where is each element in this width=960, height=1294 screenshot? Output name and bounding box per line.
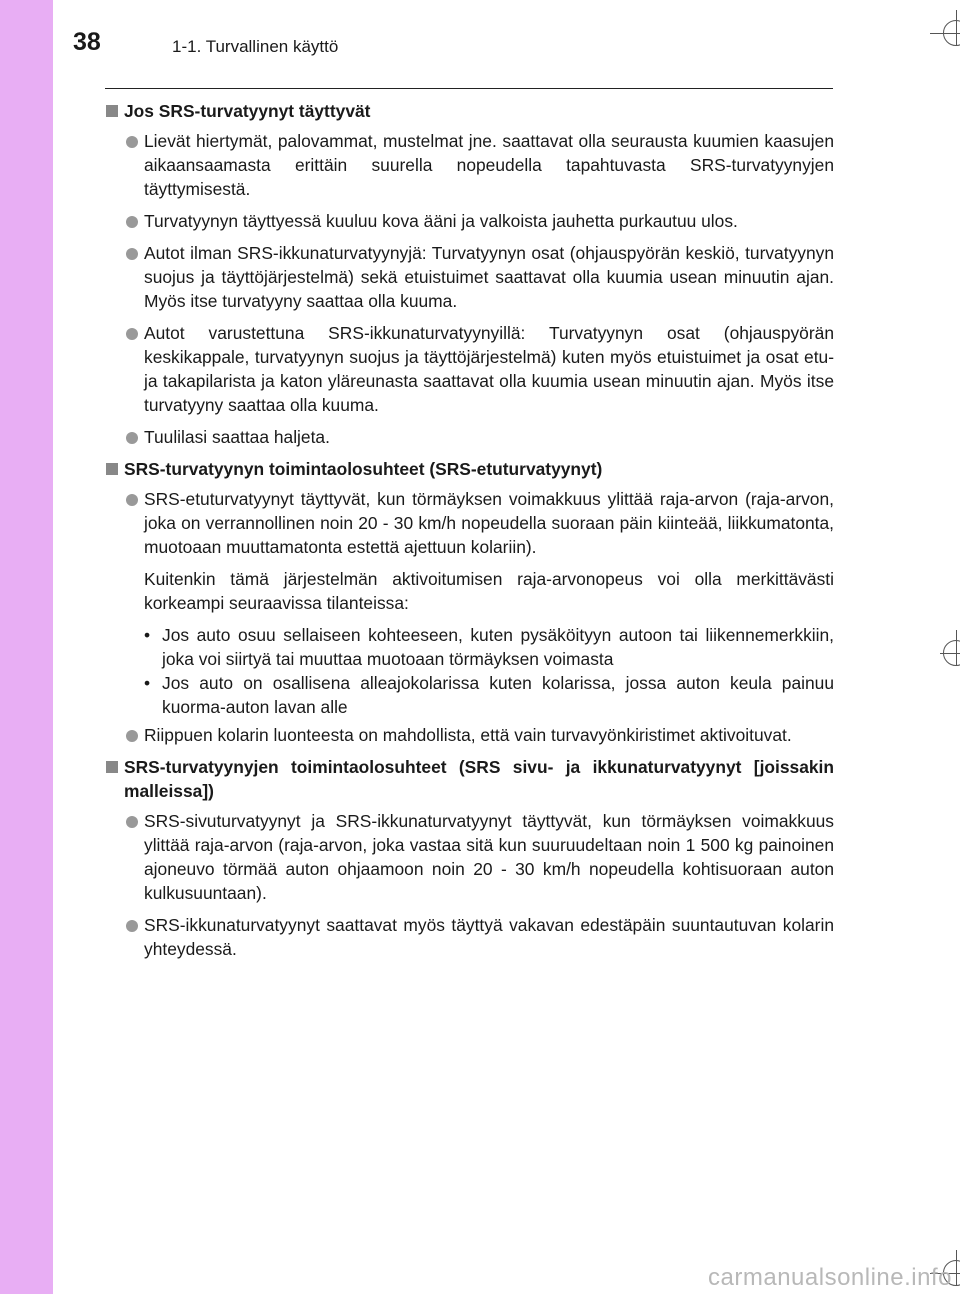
round-bullet-icon — [126, 216, 138, 228]
round-bullet-icon — [126, 920, 138, 932]
page-number: 38 — [73, 28, 101, 56]
list-item: Autot varustettuna SRS-ikkunaturvatyynyillä: Turvatyynyn osat (ohjauspyörän keskikappale, turvatyynyn suojus ja täyttöjärjestelmä) kuten myös etuistuimet ja osat etu- ja takapilarista ja katon yläreunasta saattavat olla kuumia usean minuutin ajan. Myös itse turvatyyny saattaa olla kuuma. — [106, 321, 834, 417]
sub-bullet-marker: • — [144, 625, 151, 645]
round-bullet-icon — [126, 248, 138, 260]
sub-bullet-marker: • — [144, 673, 151, 693]
list-item: Lievät hiertymät, palovammat, mustelmat jne. saattavat olla seurausta kuumien kaasujen aikaansaamasta erittäin suurella nopeudella tapahtuvasta SRS-turvatyynyjen täyttymisestä. — [106, 129, 834, 201]
section-title: 1-1. Turvallinen käyttö — [172, 37, 339, 56]
sub-list — [106, 623, 834, 719]
round-bullet-icon — [126, 816, 138, 828]
list-item: Riippuen kolarin luonteesta on mahdollista, että vain turvavyönkiristimet aktivoituvat. — [106, 723, 834, 747]
section-heading: SRS-turvatyynyn toimintaolosuhteet (SRS-etuturvatyynyt) — [106, 457, 834, 481]
header-divider — [105, 88, 833, 89]
sub-list-item: • Jos auto on osallisena alleajokolarissa kuten kolarissa, jossa auton keula painuu kuorma-auton lavan alle — [144, 673, 834, 717]
list-item: Autot ilman SRS-ikkunaturvatyynyjä: Turvatyynyn osat (ohjauspyörän keskiö, turvatyynyn suojus ja täyttöjärjestelmä) sekä etuistuimet saattavat olla kuumia usean minuutin ajan. Myös itse turvatyyny saattaa olla kuuma. — [106, 241, 834, 313]
list-item: Tuulilasi saattaa haljeta. — [106, 425, 834, 449]
list-item: Turvatyynyn täyttyessä kuuluu kova ääni ja valkoista jauhetta purkautuu ulos. — [106, 209, 834, 233]
section-heading: Jos SRS-turvatyynyt täyttyvät — [106, 99, 834, 123]
list-item: SRS-etuturvatyynyt täyttyvät, kun törmäyksen voimakkuus ylittää raja-arvon (raja-arvon, joka on verrannollinen noin 20 - 30 km/h nopeudella suoraan päin kiinteää, liikkumatonta, muotoaan muuttamatonta estettä ajettuun kolariin). — [106, 487, 834, 559]
list-item: SRS-ikkunaturvatyynyt saattavat myös täyttyä vakavan edestäpäin suuntautuvan kolarin yhteydessä. — [106, 913, 834, 961]
side-color-band — [0, 0, 53, 1294]
round-bullet-icon — [126, 432, 138, 444]
round-bullet-icon — [126, 136, 138, 148]
round-bullet-icon — [126, 494, 138, 506]
paragraph: Kuitenkin tämä järjestelmän aktivoitumisen raja-arvonopeus voi olla merkittävästi korkeampi seuraavissa tilanteissa: — [144, 569, 834, 613]
square-bullet-icon — [106, 761, 118, 773]
list-item: SRS-sivuturvatyynyt ja SRS-ikkunaturvatyynyt täyttyvät, kun törmäyksen voimakkuus ylittää raja-arvon (raja-arvon, joka vastaa sitä kun suuruudeltaan noin 1 500 kg painoinen ajoneuvo törmää auton ohjaamoon noin 20 - 30 km/h nopeudella kohtisuoraan auton kulkusuuntaan). — [106, 809, 834, 905]
sub-list-item: • Jos auto osuu sellaiseen kohteeseen, kuten pysäköityyn autoon tai liikennemerkkiin, joka voi siirtyä tai muuttaa muotoaan törmäyksen voimasta — [144, 625, 834, 669]
square-bullet-icon — [106, 463, 118, 475]
section-heading: SRS-turvatyynyjen toimintaolosuhteet (SRS sivu- ja ikkunaturvatyynyt [joissakin malleissa]) — [106, 755, 834, 803]
watermark: carmanualsonline.info — [708, 1264, 952, 1291]
document-body — [106, 95, 834, 969]
round-bullet-icon — [126, 730, 138, 742]
round-bullet-icon — [126, 328, 138, 340]
square-bullet-icon — [106, 105, 118, 117]
